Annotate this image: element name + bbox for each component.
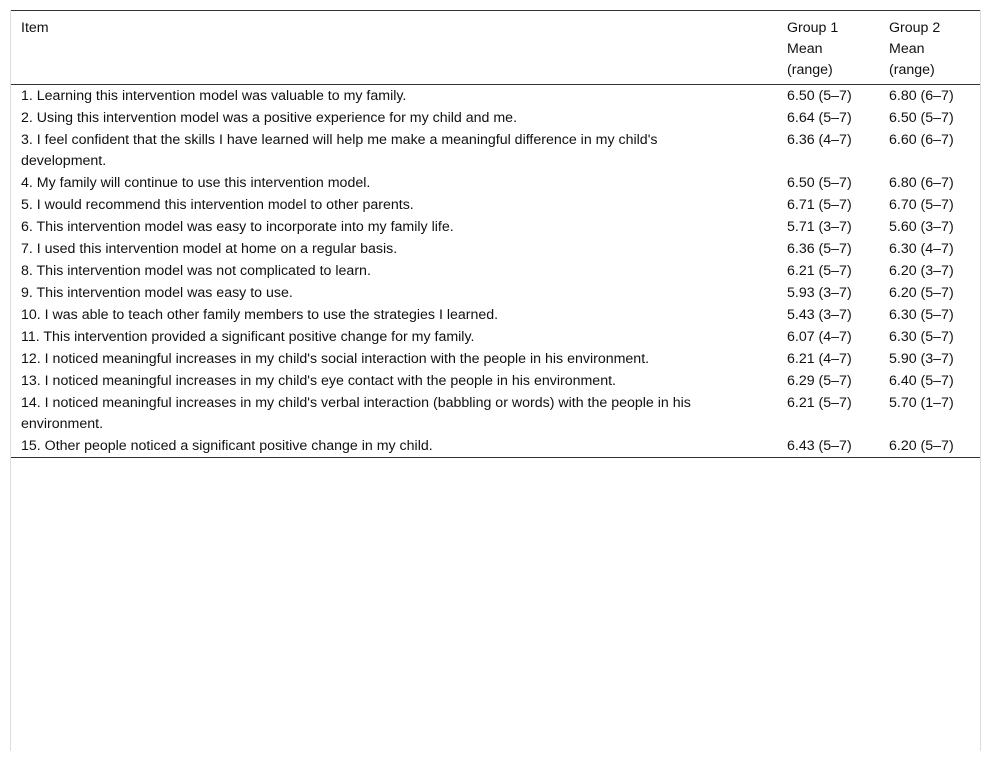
survey-results-table bbox=[10, 10, 981, 458]
group1-cell: 6.21 (4–7) bbox=[787, 351, 852, 367]
table-row bbox=[10, 129, 981, 172]
table-row bbox=[10, 435, 981, 458]
group2-cell: 6.50 (5–7) bbox=[889, 110, 954, 126]
item-cell: 4. My family will continue to use this intervention model. bbox=[21, 175, 371, 191]
group1-cell: 5.93 (3–7) bbox=[787, 285, 852, 301]
table-row bbox=[10, 172, 981, 194]
group1-cell: 6.64 (5–7) bbox=[787, 110, 852, 126]
table-row bbox=[10, 282, 981, 304]
table-row bbox=[10, 238, 981, 260]
group2-cell: 6.20 (3–7) bbox=[889, 263, 954, 279]
group2-cell: 6.80 (6–7) bbox=[889, 88, 954, 104]
item-cell: 1. Learning this intervention model was valuable to my family. bbox=[21, 88, 407, 104]
table-body bbox=[10, 85, 981, 458]
header-item: Item bbox=[21, 20, 49, 36]
group1-cell: 6.21 (5–7) bbox=[787, 263, 852, 279]
group2-cell: 6.30 (4–7) bbox=[889, 241, 954, 257]
table-right-border bbox=[980, 10, 981, 751]
item-cell: 12. I noticed meaningful increases in my child's social interaction with the people in his environment. bbox=[21, 351, 650, 367]
group2-cell: 6.60 (6–7) bbox=[889, 132, 954, 148]
group1-cell: 6.21 (5–7) bbox=[787, 395, 852, 411]
table-left-border bbox=[10, 10, 11, 751]
group2-cell: 6.80 (6–7) bbox=[889, 175, 954, 191]
group1-cell: 6.07 (4–7) bbox=[787, 329, 852, 345]
table-row bbox=[10, 370, 981, 392]
header-group1: Group 1 Mean (range) bbox=[787, 20, 839, 78]
table-row bbox=[10, 194, 981, 216]
item-cell: 10. I was able to teach other family members to use the strategies I learned. bbox=[21, 307, 499, 323]
table-row bbox=[10, 260, 981, 282]
table-row bbox=[10, 392, 981, 435]
group2-cell: 6.40 (5–7) bbox=[889, 373, 954, 389]
item-cell: 9. This intervention model was easy to use. bbox=[21, 285, 293, 301]
item-cell: 7. I used this intervention model at home on a regular basis. bbox=[21, 241, 398, 257]
item-cell: 2. Using this intervention model was a positive experience for my child and me. bbox=[21, 110, 518, 126]
group1-cell: 6.50 (5–7) bbox=[787, 175, 852, 191]
item-cell: 8. This intervention model was not complicated to learn. bbox=[21, 263, 371, 279]
group2-cell: 5.60 (3–7) bbox=[889, 219, 954, 235]
group1-cell: 5.71 (3–7) bbox=[787, 219, 852, 235]
group2-cell: 5.70 (1–7) bbox=[889, 395, 954, 411]
group2-cell: 5.90 (3–7) bbox=[889, 351, 954, 367]
table-row bbox=[10, 107, 981, 129]
group1-cell: 6.36 (4–7) bbox=[787, 132, 852, 148]
group2-cell: 6.30 (5–7) bbox=[889, 307, 954, 323]
item-cell: 6. This intervention model was easy to incorporate into my family life. bbox=[21, 219, 454, 235]
item-cell: 11. This intervention provided a significant positive change for my family. bbox=[21, 329, 475, 345]
table-header-row bbox=[10, 11, 981, 85]
table-container bbox=[10, 10, 981, 458]
group1-cell: 6.50 (5–7) bbox=[787, 88, 852, 104]
item-cell: 3. I feel confident that the skills I have learned will help me make a meaningful difference in my child's development. bbox=[21, 132, 658, 169]
header-group2: Group 2 Mean (range) bbox=[889, 20, 941, 78]
item-cell: 13. I noticed meaningful increases in my child's eye contact with the people in his environment. bbox=[21, 373, 616, 389]
group1-cell: 5.43 (3–7) bbox=[787, 307, 852, 323]
item-cell: 5. I would recommend this intervention model to other parents. bbox=[21, 197, 414, 213]
item-cell: 15. Other people noticed a significant positive change in my child. bbox=[21, 438, 433, 454]
group2-cell: 6.70 (5–7) bbox=[889, 197, 954, 213]
group1-cell: 6.29 (5–7) bbox=[787, 373, 852, 389]
table-row bbox=[10, 326, 981, 348]
group2-cell: 6.30 (5–7) bbox=[889, 329, 954, 345]
item-cell: 14. I noticed meaningful increases in my child's verbal interaction (babbling or words) with the people in his environment. bbox=[21, 395, 691, 432]
group1-cell: 6.36 (5–7) bbox=[787, 241, 852, 257]
group1-cell: 6.43 (5–7) bbox=[787, 438, 852, 454]
group2-cell: 6.20 (5–7) bbox=[889, 438, 954, 454]
table-row bbox=[10, 216, 981, 238]
table-row bbox=[10, 304, 981, 326]
table-row bbox=[10, 85, 981, 108]
group2-cell: 6.20 (5–7) bbox=[889, 285, 954, 301]
group1-cell: 6.71 (5–7) bbox=[787, 197, 852, 213]
table-row bbox=[10, 348, 981, 370]
